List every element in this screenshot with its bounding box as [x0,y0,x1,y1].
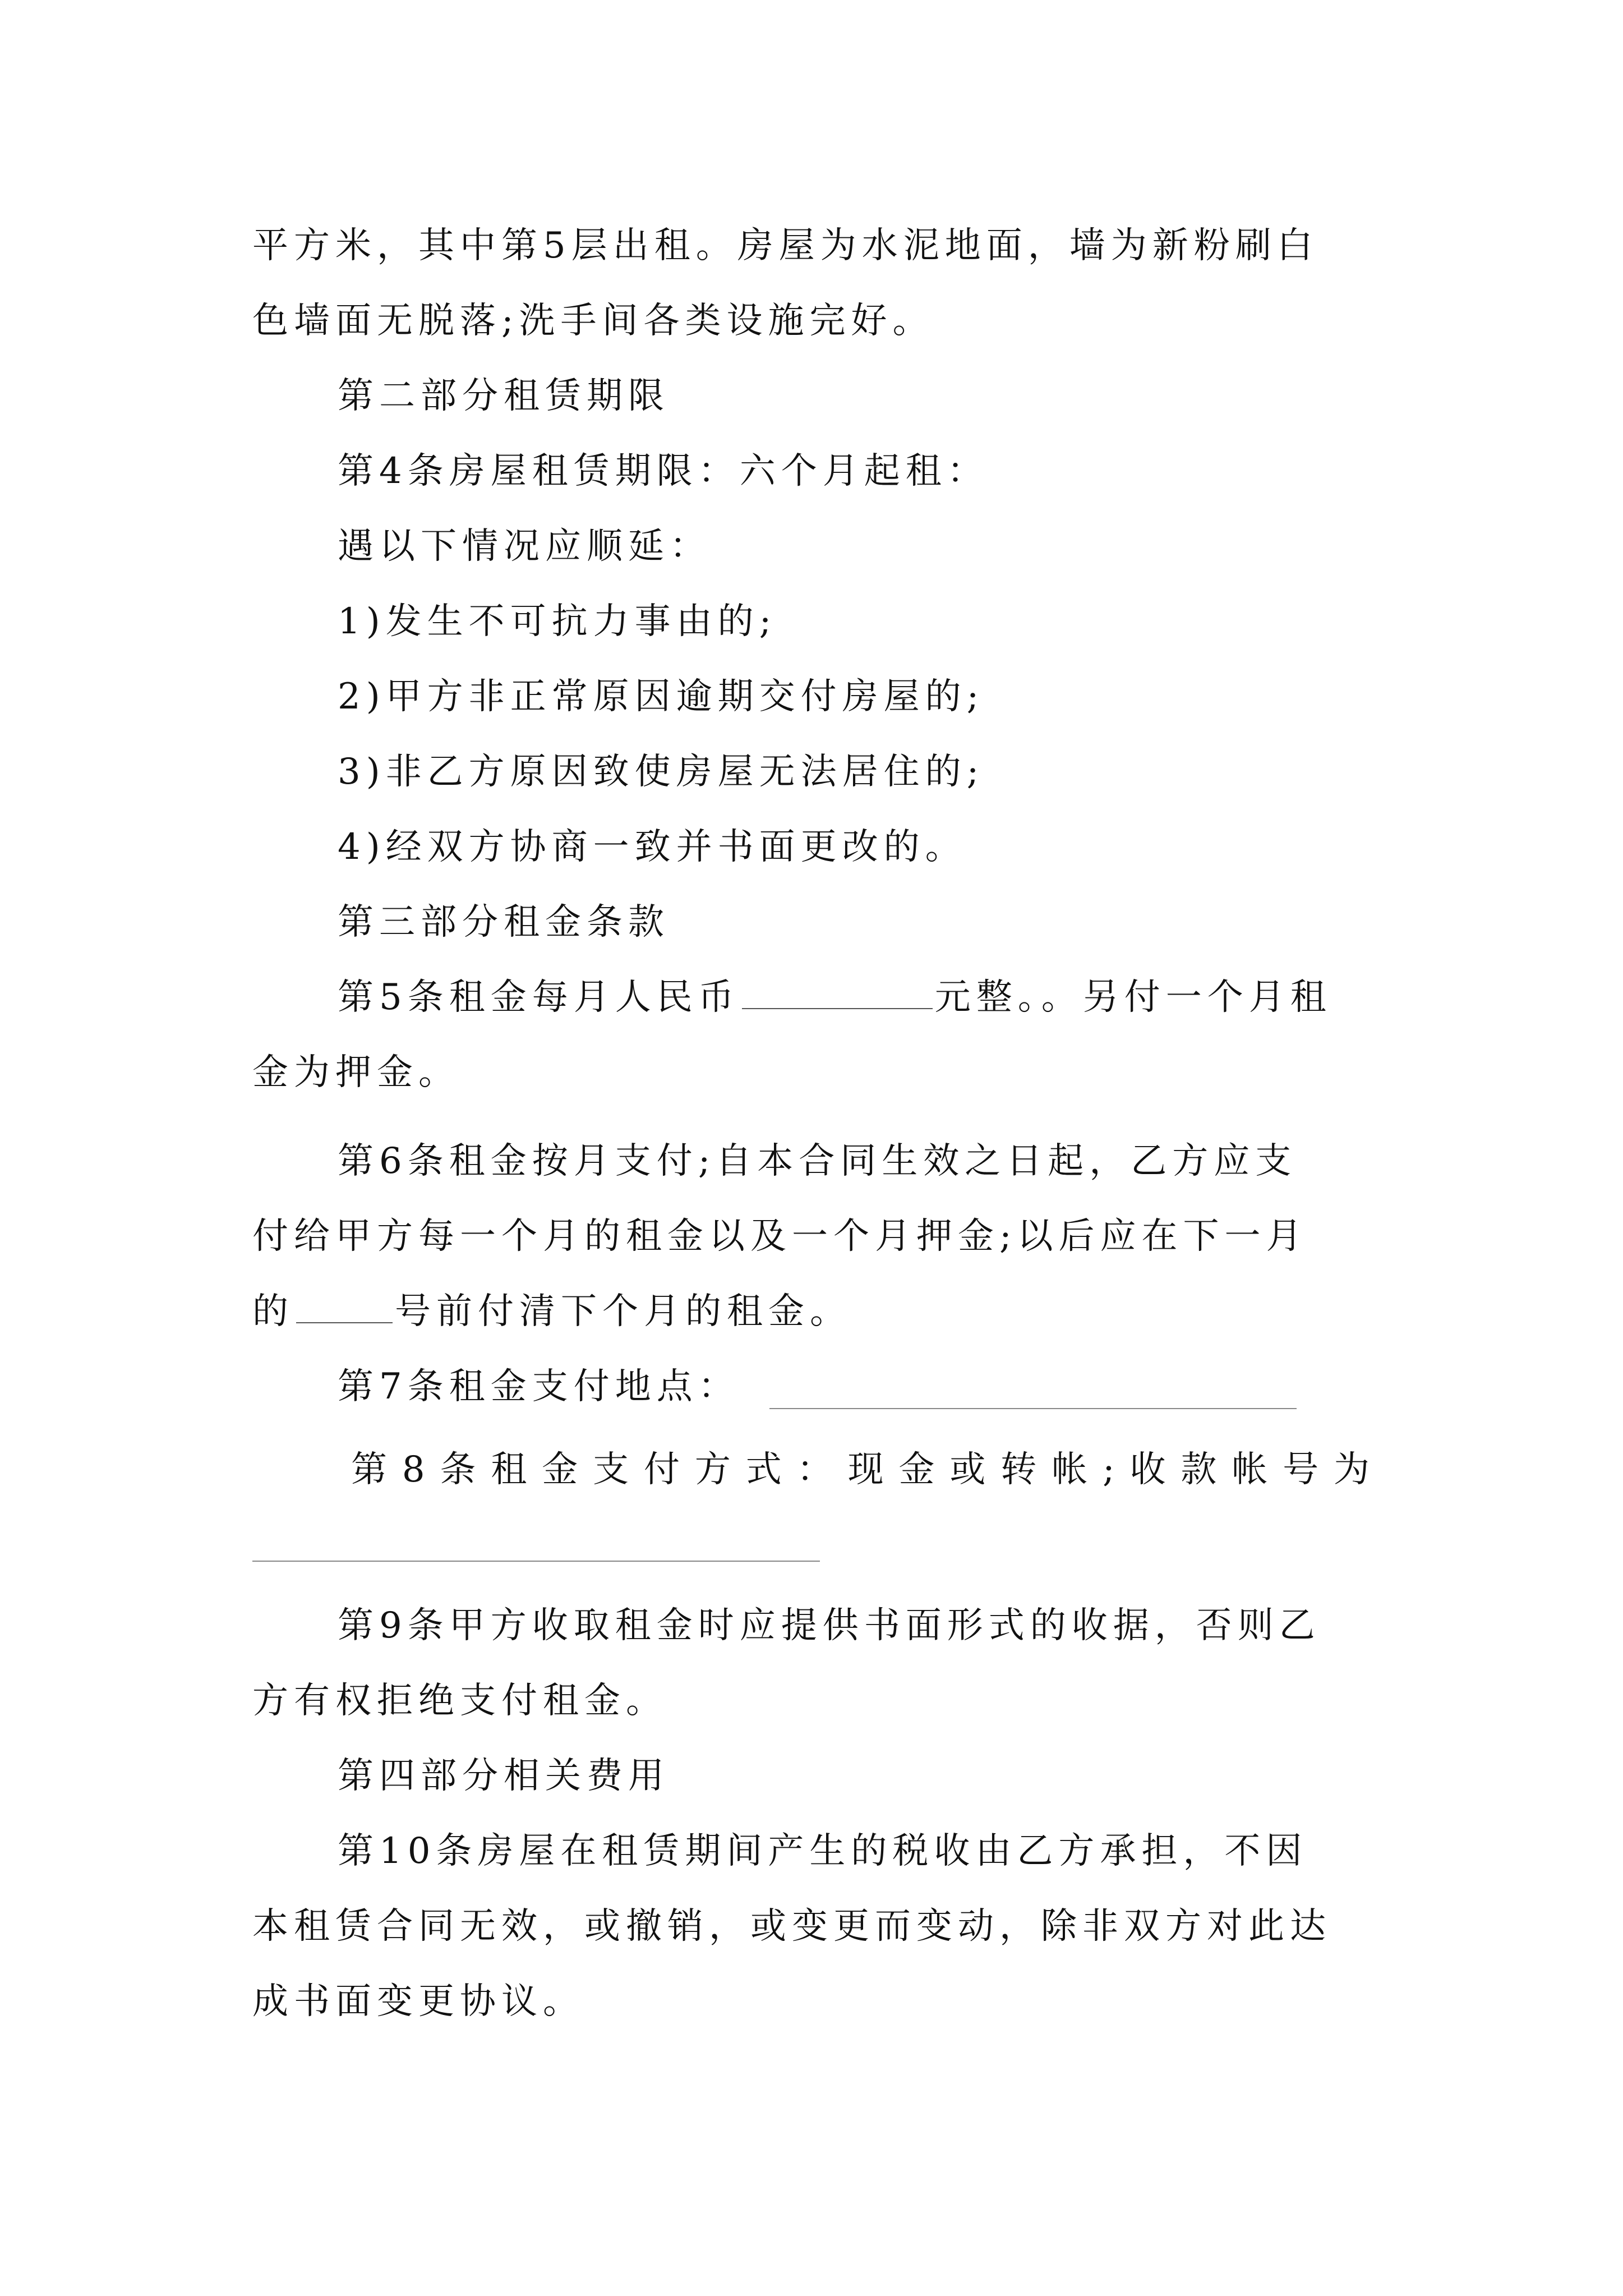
clause-text: 第5条租金每月人民币 [338,977,740,1018]
section-heading: 第四部分相关费用 [338,1755,670,1797]
list-item: 4)经双方协商一致并书面更改的。 [338,826,967,868]
clause-line: 第6条租金按月支付;自本合同生效之日起，乙方应支 [338,1140,1297,1182]
section-heading: 第二部分租赁期限 [338,375,670,417]
clause-line: 第4条房屋租赁期限：六个月起租： [338,450,989,492]
list-item: 3)非乙方原因致使房屋无法居住的; [338,751,985,793]
blank-field [296,1319,393,1323]
list-item: 1)发生不可抗力事由的; [338,601,777,642]
clause-line: 第8条租金支付方式：现金或转帐;收款帐号为 [351,1449,1371,1490]
blank-field [769,1408,1297,1409]
clause-line: 第9条甲方收取租金时应提供书面形式的收据，否则乙 [338,1605,1321,1646]
paragraph-line: 色墙面无脱落;洗手间各类设施完好。 [252,300,934,342]
section-heading: 第三部分租金条款 [338,901,670,943]
paragraph-line: 成书面变更协议。 [252,1981,584,2022]
clause-line: 第10条房屋在租赁期间产生的税收由乙方承担，不因 [338,1830,1308,1872]
clause-text: 号前付清下个月的租金。 [395,1291,851,1332]
clause-text: 元整。。另付一个月租 [934,977,1332,1018]
clause-text: 的 [252,1291,294,1332]
paragraph-line: 本租赁合同无效，或撤销，或变更而变动，除非双方对此达 [252,1906,1331,1947]
paragraph-line: 金为押金。 [252,1052,460,1093]
paragraph-line: 平方米，其中第5层出租。房屋为水泥地面，墙为新粉刷白 [252,225,1318,266]
list-item: 2)甲方非正常原因逾期交付房屋的; [338,676,985,717]
clause-line [338,975,1332,1020]
clause-line: 第7条租金支付地点： [338,1366,740,1407]
paragraph-line: 付给甲方每一个月的租金以及一个月押金;以后应在下一月 [252,1216,1308,1257]
paragraph-line [252,1289,851,1334]
paragraph-line: 方有权拒绝支付租金。 [252,1680,667,1722]
blank-field [252,1561,820,1562]
clause-line: 遇以下情况应顺延： [338,526,711,567]
blank-field [742,1005,933,1009]
